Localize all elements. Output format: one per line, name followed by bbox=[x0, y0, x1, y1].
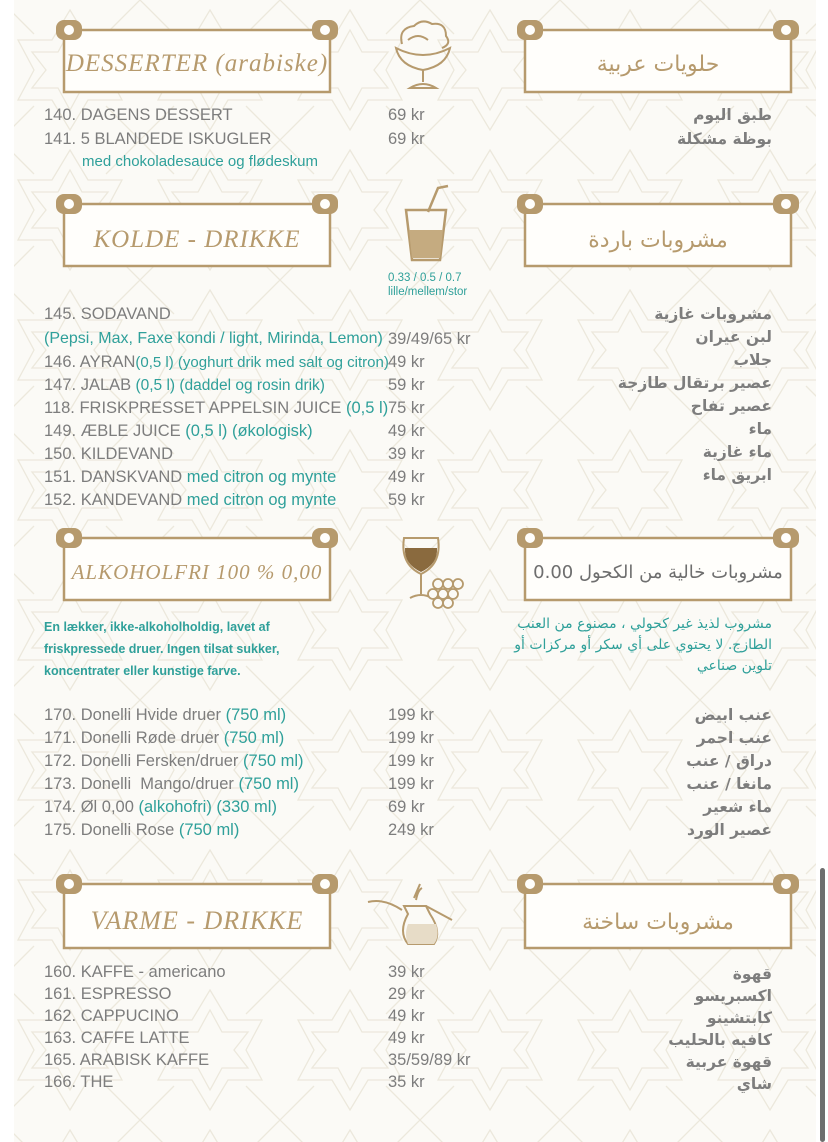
arabic-item: دراق / عنب bbox=[686, 752, 772, 770]
item-name: 147. JALAB bbox=[44, 376, 132, 394]
cold-drinks-title-arabic: مشروبات باردة bbox=[588, 228, 728, 253]
menu-price-149: 49 kr bbox=[388, 422, 425, 440]
menu-price-166: 35 kr bbox=[388, 1073, 425, 1091]
item-name: 152. KANDEVAND bbox=[44, 491, 183, 509]
arabic-item: عنب ابيض bbox=[694, 706, 772, 724]
menu-price-118: 75 kr bbox=[388, 399, 425, 417]
menu-item-166: 166. THE bbox=[44, 1073, 114, 1091]
arabic-item-140: طبق اليوم bbox=[693, 106, 772, 124]
item-name: 146. AYRAN bbox=[44, 353, 136, 371]
menu-price-170: 199 kr bbox=[388, 706, 434, 724]
menu-price-150: 39 kr bbox=[388, 445, 425, 463]
arabic-item: عصير تفاح bbox=[690, 397, 772, 415]
alcohol-free-arabic-banner bbox=[517, 520, 799, 604]
item-detail: (750 ml) bbox=[221, 706, 287, 724]
menu-price-145: 39/49/65 kr bbox=[388, 330, 471, 348]
menu-price-160: 39 kr bbox=[388, 963, 425, 981]
menu-price-151: 49 kr bbox=[388, 468, 425, 486]
menu-item-165: 165. ARABISK KAFFE bbox=[44, 1051, 210, 1069]
item-detail: (0,5 l) (daddel og rosin drik) bbox=[131, 377, 325, 394]
arabic-item: قهوة bbox=[732, 965, 772, 983]
desserts-title-latin: DESSERTER (arabiske) bbox=[65, 50, 329, 77]
item-detail: (750 ml) bbox=[219, 729, 285, 747]
coffee-pot-icon bbox=[364, 880, 460, 950]
item-name: 172. Donelli Fersken/druer bbox=[44, 752, 239, 770]
soft-drink-cup-icon bbox=[398, 184, 456, 264]
hot-drinks-title-arabic: مشروبات ساخنة bbox=[582, 910, 734, 935]
menu-item-160: 160. KAFFE - americano bbox=[44, 963, 226, 981]
arabic-item: عصير برتقال طازجة bbox=[617, 374, 772, 392]
left-margin bbox=[0, 0, 14, 1142]
item-detail: (750 ml) bbox=[233, 775, 299, 793]
menu-price-165: 35/59/89 kr bbox=[388, 1051, 471, 1069]
arabic-item: ماء غازية bbox=[702, 443, 772, 461]
alcohol-free-title-arabic: مشروبات خالية من الكحول 0.00 bbox=[533, 562, 783, 583]
menu-price-152: 59 kr bbox=[388, 491, 425, 509]
size-values: 0.33 / 0.5 / 0.7 bbox=[388, 272, 462, 284]
menu-price-174: 69 kr bbox=[388, 798, 425, 816]
size-labels: lille/mellem/stor bbox=[388, 286, 468, 298]
item-detail: (alkohofri) (330 ml) bbox=[133, 798, 277, 816]
menu-item-141: 141. 5 BLANDEDE ISKUGLER bbox=[44, 130, 272, 148]
menu-item-171 bbox=[44, 727, 284, 749]
arabic-item: عنب احمر bbox=[696, 729, 772, 747]
arabic-item: مانغا / عنب bbox=[686, 775, 772, 793]
alcohol-free-description-line: En lækker, ikke-alkoholholdig, lavet af bbox=[44, 620, 270, 634]
menu-item-146 bbox=[44, 351, 389, 374]
menu-price-163: 49 kr bbox=[388, 1029, 425, 1047]
alcohol-free-latin-banner bbox=[56, 520, 338, 604]
menu-price-173: 199 kr bbox=[388, 775, 434, 793]
ice-cream-icon bbox=[388, 18, 458, 96]
menu-item-172 bbox=[44, 750, 304, 772]
menu-item-151 bbox=[44, 466, 336, 488]
item-name: 170. Donelli Hvide druer bbox=[44, 706, 222, 724]
arabic-item: قهوة عربية bbox=[685, 1053, 772, 1071]
arabic-item: كافيه بالحليب bbox=[668, 1031, 772, 1049]
cold-drinks-latin-banner bbox=[56, 186, 338, 270]
cold-drinks-arabic-banner bbox=[517, 186, 799, 270]
menu-price-161: 29 kr bbox=[388, 985, 425, 1003]
item-detail: (0,5 l) bbox=[341, 399, 389, 417]
menu-item-147 bbox=[44, 374, 325, 397]
alcohol-free-title-latin: ALKOHOLFRI 100 % 0,00 bbox=[71, 560, 323, 584]
arabic-item: كابتشينو bbox=[706, 1009, 772, 1027]
wine-glass-grapes-icon bbox=[398, 534, 464, 610]
menu-item-145: 145. SODAVAND bbox=[44, 305, 171, 323]
menu-item-170 bbox=[44, 704, 286, 726]
item-detail: (750 ml) bbox=[174, 821, 240, 839]
menu-price-147: 59 kr bbox=[388, 376, 425, 394]
menu-item-145-detail: (Pepsi, Max, Faxe kondi / light, Mirinda, Lemon) bbox=[44, 330, 383, 347]
hot-drinks-arabic-banner bbox=[517, 866, 799, 952]
item-detail: med citron og mynte bbox=[182, 491, 337, 509]
menu-item-161: 161. ESPRESSO bbox=[44, 985, 172, 1003]
arabic-item: شاي bbox=[736, 1075, 772, 1093]
desserts-title-arabic: حلويات عربية bbox=[596, 52, 720, 77]
menu-price-140: 69 kr bbox=[388, 106, 425, 124]
alcohol-free-description-arabic: مشروب لذيذ غير كحولي ، مصنوع من العنب الطازج. لا يحتوي على أي سكر أو مركزات أو تلوين صناعي bbox=[514, 616, 772, 674]
menu-item-150: 150. KILDEVAND bbox=[44, 445, 174, 463]
item-detail: (0,5 l) (økologisk) bbox=[180, 422, 313, 440]
menu-item-141-note: med chokoladesauce og flødeskum bbox=[82, 153, 318, 170]
menu-item-162: 162. CAPPUCINO bbox=[44, 1007, 179, 1025]
menu-item-174 bbox=[44, 796, 277, 818]
menu-price-146: 49 kr bbox=[388, 353, 425, 371]
hot-drinks-title-latin: VARME - DRIKKE bbox=[90, 906, 304, 935]
arabic-item: ماء شعير bbox=[703, 798, 772, 816]
arabic-item: لبن عيران bbox=[695, 328, 772, 346]
scrollbar-thumb[interactable] bbox=[820, 868, 825, 1142]
item-detail: med citron og mynte bbox=[182, 468, 337, 486]
item-name: 149. ÆBLE JUICE bbox=[44, 422, 181, 440]
menu-price-141: 69 kr bbox=[388, 130, 425, 148]
alcohol-free-description-line: koncentrater eller kunstige farve. bbox=[44, 664, 241, 678]
item-name: 118. FRISKPRESSET APPELSIN JUICE bbox=[44, 399, 342, 417]
item-name: 173. Donelli Mango/druer bbox=[44, 775, 234, 793]
hot-drinks-latin-banner bbox=[56, 866, 338, 952]
desserts-latin-banner bbox=[56, 12, 338, 96]
menu-item-163: 163. CAFFE LATTE bbox=[44, 1029, 190, 1047]
desserts-arabic-banner bbox=[517, 12, 799, 96]
menu-price-175: 249 kr bbox=[388, 821, 434, 839]
item-name: 174. Øl 0,00 bbox=[44, 798, 134, 816]
scroll-banner-shape bbox=[517, 866, 799, 952]
menu-price-162: 49 kr bbox=[388, 1007, 425, 1025]
menu-item-175 bbox=[44, 819, 239, 841]
menu-price-171: 199 kr bbox=[388, 729, 434, 747]
menu-price-172: 199 kr bbox=[388, 752, 434, 770]
menu-item-152 bbox=[44, 489, 336, 511]
item-name: 151. DANSKVAND bbox=[44, 468, 183, 486]
arabic-item: اكسبريسو bbox=[694, 987, 772, 1005]
item-detail: (0,5 l) (yoghurt drik med salt og citron) bbox=[135, 354, 389, 371]
item-name: 175. Donelli Rose bbox=[44, 821, 175, 839]
item-detail: (750 ml) bbox=[238, 752, 304, 770]
arabic-item: ماء bbox=[748, 420, 772, 438]
menu-item-118 bbox=[44, 397, 388, 419]
arabic-item: مشروبات غازية bbox=[654, 305, 772, 323]
alcohol-free-description-line: friskpressede druer. Ingen tilsat sukker, bbox=[44, 642, 280, 656]
arabic-item: جلاب bbox=[733, 351, 772, 369]
arabic-item: عصير الورد bbox=[687, 821, 772, 839]
arabic-item: ابريق ماء bbox=[702, 466, 772, 484]
menu-item-140: 140. DAGENS DESSERT bbox=[44, 106, 233, 124]
cold-drinks-title-latin: KOLDE - DRIKKE bbox=[93, 226, 301, 253]
item-name: 171. Donelli Røde druer bbox=[44, 729, 220, 747]
menu-item-173 bbox=[44, 773, 299, 795]
arabic-item-141: بوظة مشكلة bbox=[676, 130, 772, 148]
menu-item-149 bbox=[44, 420, 313, 442]
